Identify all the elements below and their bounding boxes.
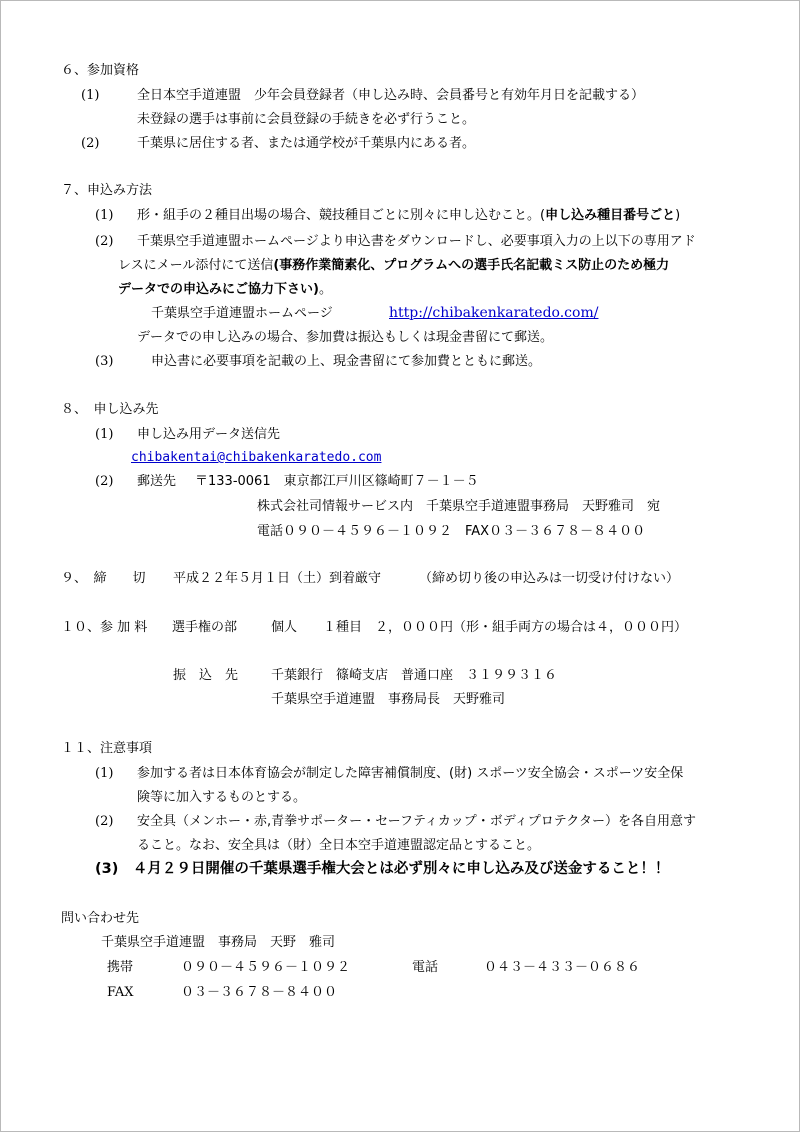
section-11-heading: １１、注意事項 xyxy=(61,741,153,756)
s7-item-1-main: 形・組手の２種目出場の場合、競技種目ごとに別々に申し込むこと。( xyxy=(137,208,546,223)
deadline-date: 平成２２年５月１日（土）到着厳守 xyxy=(173,571,382,586)
s11-item-2-line-2: ること。なお、安全具は（財）全日本空手道連盟認定品とすること。 xyxy=(137,838,541,853)
homepage-link[interactable]: http://chibakenkaratedo.com/ xyxy=(389,305,599,321)
s7-item-2-line-1: 千葉県空手道連盟ホームページより申込書をダウンロードし、必要事項入力の上以下の専用アド xyxy=(137,234,696,249)
s6-item-1-line-2: 未登録の選手は事前に会員登録の手続きを必ず行うこと。 xyxy=(137,112,476,127)
mail-recipient: 株式会社司情報サービス内 千葉県空手道連盟事務局 天野雅司 宛 xyxy=(257,499,661,514)
fax-number: ０３－３６７８－８４００ xyxy=(181,985,338,1000)
s7-item-2-line-3 xyxy=(118,281,332,299)
fax-label: FAX xyxy=(107,985,134,1000)
s7-item-1-bold: 申し込み種目番号ごと xyxy=(545,208,676,223)
mail-to-label: 郵送先 xyxy=(137,474,177,489)
s11-item-1-line-1: 参加する者は日本体育協会が制定した障害補償制度、(財) スポーツ安全協会・スポーツ安全保 xyxy=(137,766,684,781)
s8-item-2-number: (2) xyxy=(95,474,114,489)
section-10-heading: １０、参 加 料 xyxy=(61,620,148,635)
s7-item-3-text: 申込書に必要事項を記載の上、現金書留にて参加費とともに郵送。 xyxy=(151,354,542,369)
mail-address: 〒133-0061 東京都江戸川区篠崎町７－１－５ xyxy=(195,474,479,489)
section-7-heading: ７、申込み方法 xyxy=(61,183,153,198)
s7-item-1-close: ) xyxy=(675,208,681,223)
s7-item-2-number: (2) xyxy=(95,234,114,249)
s6-item-1-line-1: 全日本空手道連盟 少年会員登録者（申し込み時、会員番号と有効年月日を記載する） xyxy=(137,88,645,103)
fee-category: 選手権の部 xyxy=(172,620,238,635)
s7-item-1-text xyxy=(137,207,680,225)
homepage-label: 千葉県空手道連盟ホームページ xyxy=(151,306,333,321)
s7-item-1-number: (1) xyxy=(95,208,114,223)
s11-item-3-warning: (3) ４月２９日開催の千葉県選手権大会とは必ず別々に申し込み及び送金すること！！ xyxy=(95,861,670,877)
s7-item-2-bold-2: データでの申込みにご協力下さい) xyxy=(118,282,319,297)
s8-item-1-text: 申し込み用データ送信先 xyxy=(137,427,281,442)
deadline-note: （締め切り後の申込みは一切受け付けない） xyxy=(419,571,680,586)
s7-item-2-line-2-text: レスにメール添付にて送信 xyxy=(118,258,274,273)
mobile-number: ０９０－４５９６－１０９２ xyxy=(181,960,351,975)
s7-item-2-note: データでの申し込みの場合、参加費は振込もしくは現金書留にて郵送。 xyxy=(137,330,554,345)
bank-account: 千葉銀行 篠崎支店 普通口座 ３１９９３１６ xyxy=(271,668,558,683)
s7-item-3-number: (3) xyxy=(95,354,114,369)
mail-phone-fax: 電話０９０－４５９６－１０９２ FAX０３－３６７８－８４００ xyxy=(257,524,646,539)
s7-item-2-line-2 xyxy=(118,257,669,275)
s6-item-2-line-1: 千葉県に居住する者、または通学校が千葉県内にある者。 xyxy=(137,136,476,151)
section-9-heading: ９、 締 切 xyxy=(61,571,146,586)
s7-item-2-end: 。 xyxy=(318,282,332,297)
s6-item-1-number: (1) xyxy=(81,88,100,103)
phone-number: ０４３－４３３－０６８６ xyxy=(484,960,641,975)
s8-item-1-number: (1) xyxy=(95,427,114,442)
bank-label: 振 込 先 xyxy=(173,668,239,683)
fee-amount: 個人 １種目 ２，０００円（形・組手両方の場合は４，０００円） xyxy=(271,620,688,635)
section-8-heading: ８、 申し込み先 xyxy=(61,402,159,417)
phone-label: 電話 xyxy=(412,960,439,975)
section-6-heading: ６、参加資格 xyxy=(61,63,140,78)
s11-item-1-line-2: 険等に加入するものとする。 xyxy=(137,790,307,805)
contact-organization: 千葉県空手道連盟 事務局 天野 雅司 xyxy=(101,935,336,950)
s11-item-2-number: (2) xyxy=(95,814,114,829)
submission-email-link[interactable]: chibakentai@chibakenkaratedo.com xyxy=(131,450,382,465)
mobile-label: 携帯 xyxy=(107,960,134,975)
s11-item-1-number: (1) xyxy=(95,766,114,781)
s6-item-2-number: (2) xyxy=(81,136,100,151)
s7-item-2-bold-1: (事務作業簡素化、プログラムへの選手氏名記載ミス防止のため極力 xyxy=(273,258,670,273)
s11-item-2-line-1: 安全具（メンホー・赤,青拳サポーター・セーフティカップ・ボディプロテクター）を各自用意す xyxy=(137,814,696,829)
account-holder: 千葉県空手道連盟 事務局長 天野雅司 xyxy=(271,692,506,707)
contact-heading: 問い合わせ先 xyxy=(61,911,140,926)
